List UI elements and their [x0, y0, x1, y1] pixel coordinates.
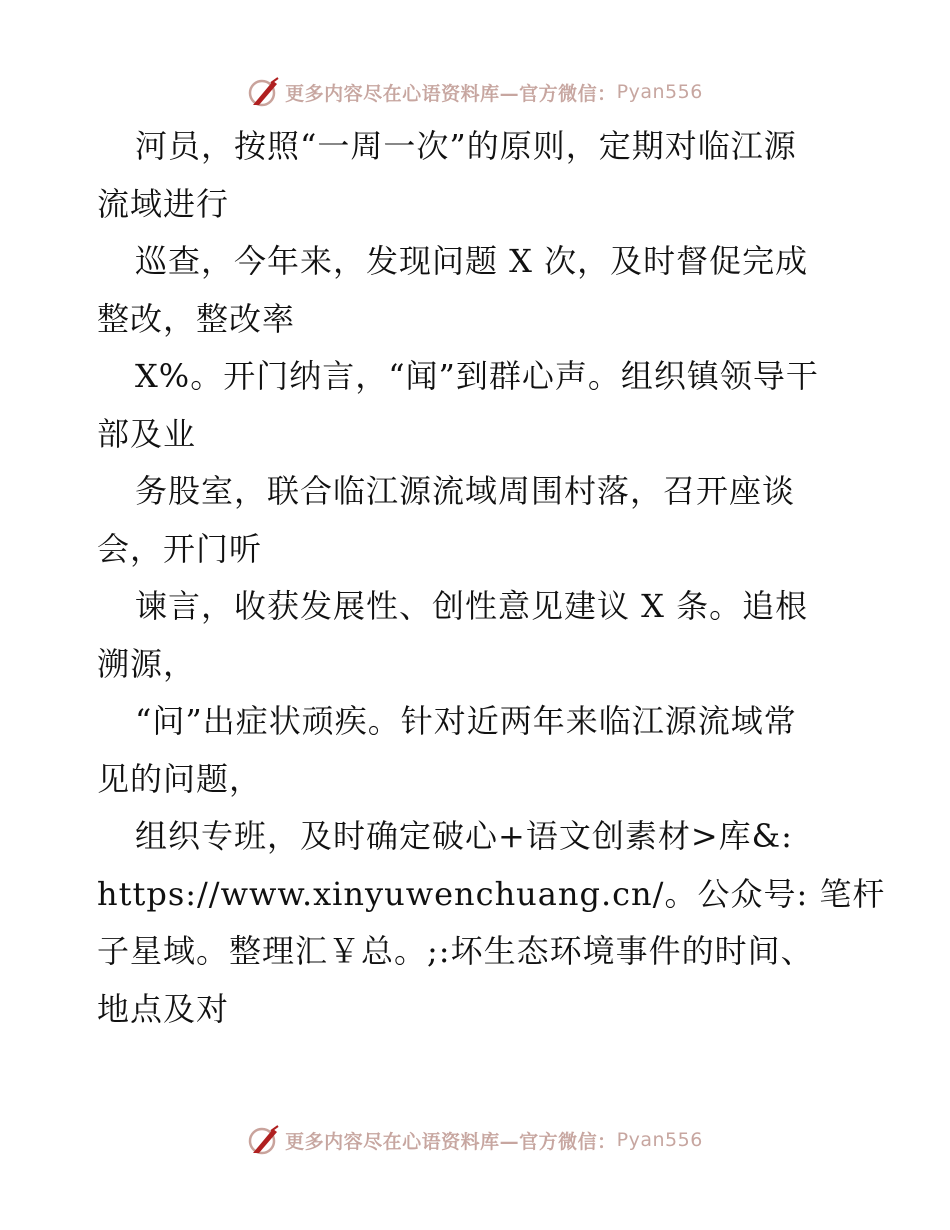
text-line: 部及业	[97, 414, 197, 453]
text-line: 见的问题，	[97, 759, 263, 798]
document-body	[97, 118, 886, 1038]
text-line: 谏言，收获发展性、创性意见建议 X 条。追根	[135, 587, 809, 625]
text-line: 子星域。整理汇￥总。;:坏生态环境事件的时间、	[97, 932, 814, 970]
banner-label: 更多内容尽在心语资料库—官方微信：	[285, 82, 617, 105]
text-line: 会，开门听	[97, 529, 263, 568]
text-line: 流域进行	[97, 184, 230, 223]
text-line: 溯源，	[97, 644, 197, 683]
text-line: 务股室，联合临江源流域周围村落，召开座谈	[135, 472, 796, 510]
text-line: 组织专班，及时确定破心+语文创素材>库&:	[135, 817, 793, 855]
banner-label: 更多内容尽在心语资料库—官方微信：	[285, 1130, 617, 1153]
header-watermark-banner	[0, 72, 950, 112]
text-line: X%。开门纳言，“闻”到群心声。组织镇领导干	[135, 357, 819, 395]
footer-watermark-banner	[0, 1120, 950, 1160]
banner-wechat-id: Pyan556	[616, 1129, 703, 1151]
text-line: 整改，整改率	[97, 299, 296, 338]
banner-wechat-id: Pyan556	[616, 81, 703, 103]
text-line: “问”出症状顽疾。针对近两年来临江源流域常	[135, 702, 797, 740]
text-line: https://www.xinyuwenchuang.cn/。公众号: 笔杆	[97, 874, 886, 913]
text-line: 巡查，今年来，发现问题 X 次，及时督促完成	[135, 242, 809, 280]
quill-pen-icon	[247, 1123, 281, 1157]
quill-pen-icon	[247, 75, 281, 109]
text-line: 河员，按照“一周一次”的原则，定期对临江源	[135, 127, 797, 165]
text-line: 地点及对	[97, 989, 230, 1028]
